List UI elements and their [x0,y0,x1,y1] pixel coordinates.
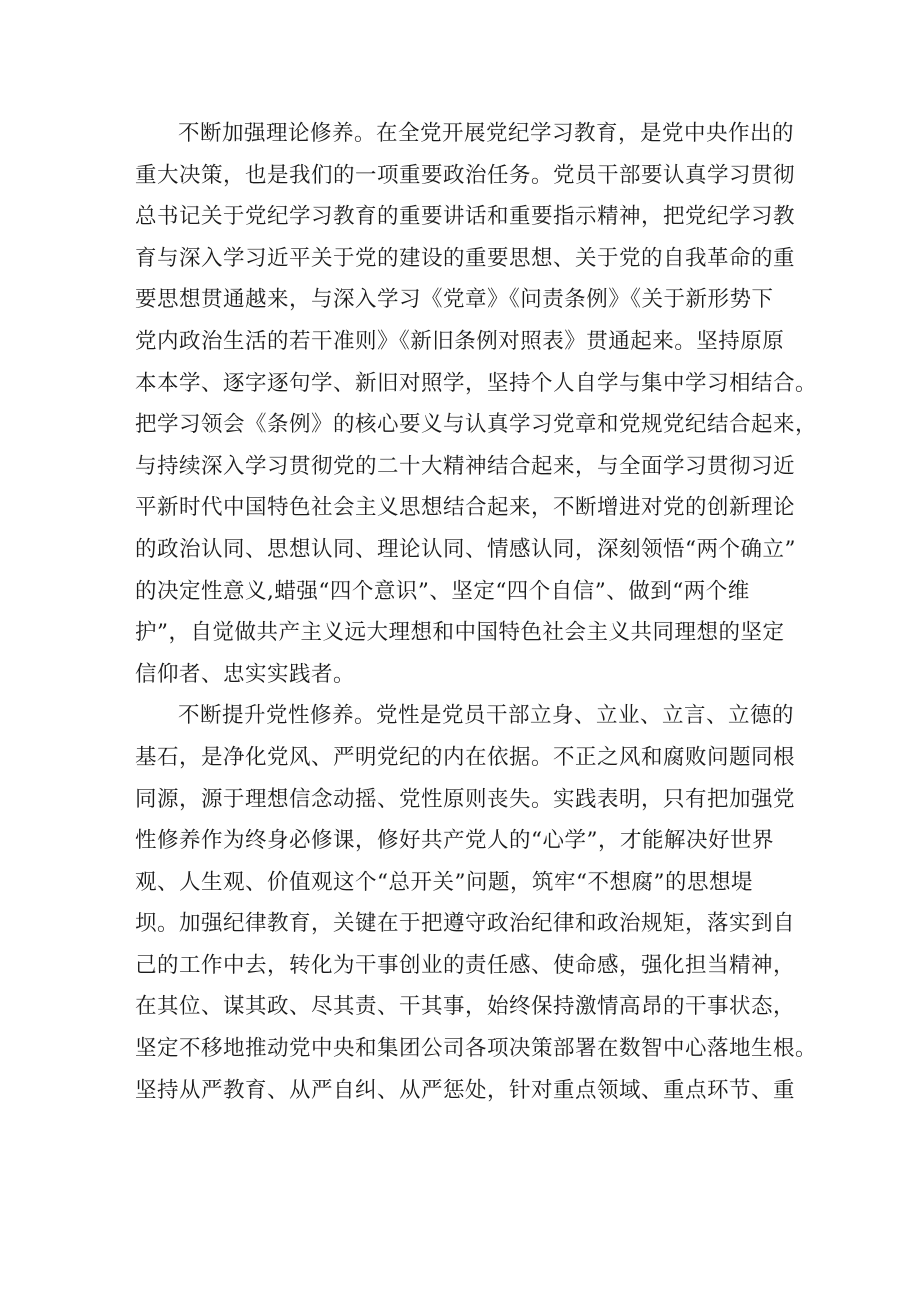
text-line: 己的工作中去，转化为干事创业的责任感、使命感，强化担当精神， [135,952,796,978]
text-line: 护”，自觉做共产主义远大理想和中国特色社会主义共同理想的坚定 [135,620,785,646]
text-line: 信仰者、忠实实践者。 [135,661,356,687]
text-line: 把学习领会《条例》的核心要义与认真学习党章和党规党纪结合起来， [135,412,818,438]
text-line: 的决定性意义,蜡强“四个意识”、坚定“四个自信”、做到“两个维 [135,578,750,604]
text-line: 不断加强理论修养。在全党开展党纪学习教育，是党中央作出的 [178,121,795,146]
text-line: 要思想贯通越来，与深入学习《党章》《问责条例》《关于新形势下 [135,287,774,313]
text-line: 性修养作为终身必修课，修好共产党人的“心学”，才能解决好世界 [135,828,774,854]
text-line: 基石，是净化党风、严明党纪的内在依据。不正之风和腐败问题同根 [135,744,796,770]
paragraph-party-spirit-cultivation [135,695,818,1111]
text-line: 同源，源于理想信念动摇、党性原则丧失。实践表明，只有把加强党 [135,786,796,812]
text-line: 育与深入学习近平关于党的建设的重要思想、关于党的自我革命的重 [135,245,796,271]
text-line: 坝。加强纪律教育，关键在于把遵守政治纪律和政治规矩，落实到自 [135,911,796,937]
text-line: 坚定不移地推动党中央和集团公司各项决策部署在数智中心落地生根。 [135,1036,818,1062]
document-body [135,113,818,1111]
text-line: 党内政治生活的若干准则》《新旧条例对照表》贯通起来。坚持原原 [135,328,785,354]
text-line: 在其位、谋其政、尽其责、干其事，始终保持激情高昂的干事状态， [135,994,796,1020]
text-line: 观、人生观、价值观这个“总开关”问题，筑牢“不想腐”的思想堤 [135,869,753,895]
text-line: 与持续深入学习贯彻党的二十大精神结合起来，与全面学习贯彻习近 [135,453,796,479]
text-line: 重大决策，也是我们的一项重要政治任务。党员干部要认真学习贯彻 [135,162,796,188]
paragraph-theory-cultivation [135,113,818,695]
text-line: 坚持从严教育、从严自纠、从严惩处，针对重点领域、重点环节、重 [135,1077,796,1103]
text-line: 总书记关于党纪学习教育的重要讲话和重要指示精神，把党纪学习教 [135,204,796,230]
text-line: 本本学、逐字逐句学、新旧对照学，坚持个人自学与集中学习相结合。 [135,370,818,396]
text-line: 平新时代中国特色社会主义思想结合起来，不断增进对党的创新理论 [135,495,796,521]
text-line: 不断提升党性修养。党性是党员干部立身、立业、立言、立德的 [178,703,795,729]
text-line: 的政治认同、思想认同、理论认同、情感认同，深刻领悟“两个确立” [135,536,796,562]
